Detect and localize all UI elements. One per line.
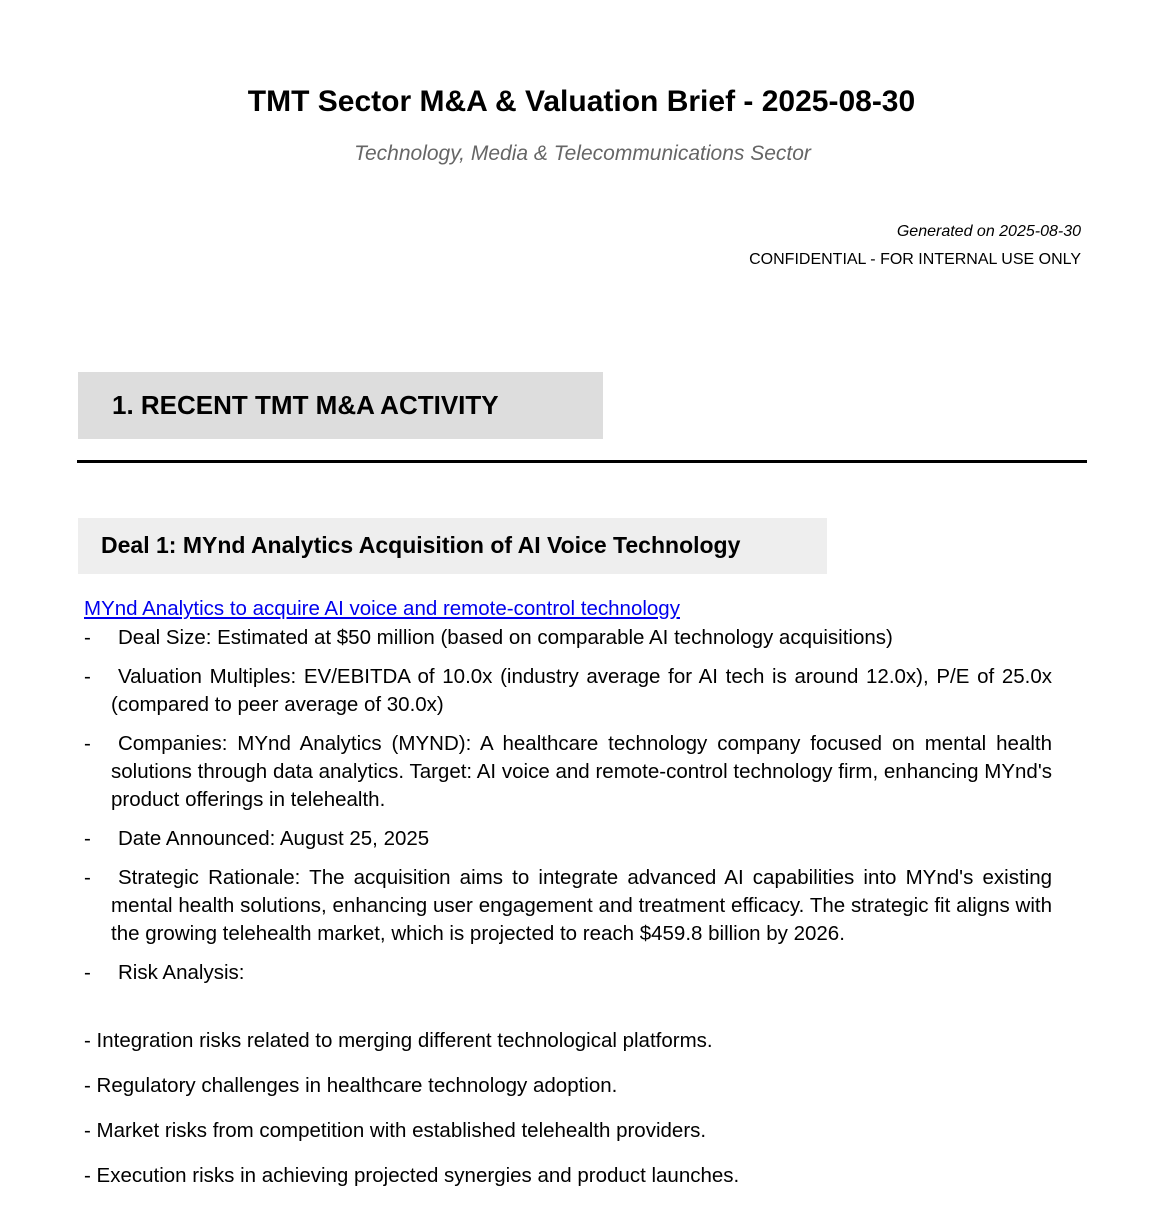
page-title: TMT Sector M&A & Valuation Brief - 2025-08-30 — [247, 85, 916, 118]
list-item-text: Risk Analysis: — [118, 961, 245, 984]
deal-details-list — [84, 624, 1052, 998]
date-announced-item — [84, 825, 1052, 853]
list-item-text: Date Announced: August 25, 2025 — [118, 827, 430, 850]
deal-title: Deal 1: MYnd Analytics Acquisition of AI Voice Technology — [101, 532, 741, 558]
bullet-marker: - — [84, 665, 91, 688]
section-header — [78, 372, 603, 439]
list-item-text: Deal Size: Estimated at $50 million (based on comparable AI technology acquisitions) — [118, 626, 893, 649]
valuation-multiples-item — [84, 663, 1052, 719]
list-item-text: Strategic Rationale: The acquisition aims to integrate advanced AI capabilities into MYnd's existing mental health solutions, enhancing user engagement and treatment efficacy. The strategic fit aligns with the growing telehealth market, which is projected to reach $459.8 billion by 2026. — [111, 866, 1052, 945]
risk-item: - Regulatory challenges in healthcare technology adoption. — [84, 1074, 618, 1097]
document-meta — [749, 218, 1081, 274]
bullet-marker: - — [84, 827, 91, 850]
risk-item: - Execution risks in achieving projected synergies and product launches. — [84, 1164, 740, 1187]
bullet-marker: - — [84, 626, 91, 649]
risk-list — [84, 1027, 739, 1207]
risk-item: - Market risks from competition with established telehealth providers. — [84, 1119, 707, 1142]
strategic-rationale-item — [84, 864, 1052, 948]
companies-item — [84, 730, 1052, 814]
risk-analysis-item — [84, 959, 1052, 987]
deal-source-link[interactable]: MYnd Analytics to acquire AI voice and remote-control technology — [84, 597, 680, 620]
generated-date: Generated on 2025-08-30 — [896, 223, 1081, 240]
risk-item: - Integration risks related to merging different technological platforms. — [84, 1029, 713, 1052]
bullet-marker: - — [84, 866, 91, 889]
section-divider — [77, 460, 1087, 463]
page-subtitle: Technology, Media & Telecommunications Sector — [354, 142, 811, 165]
list-item-text: Companies: MYnd Analytics (MYND): A healthcare technology company focused on mental health solutions through data analytics. Target: AI voice and remote-control technology firm, enhancing MYnd's product offerings in telehealth. — [111, 732, 1052, 811]
deal-size-item — [84, 624, 1052, 652]
confidentiality-notice: CONFIDENTIAL - FOR INTERNAL USE ONLY — [749, 251, 1081, 268]
bullet-marker: - — [84, 732, 91, 755]
list-item-text: Valuation Multiples: EV/EBITDA of 10.0x (industry average for AI tech is around 12.0x), P/E of 25.0x (compared to peer average of 30.0x) — [111, 665, 1052, 716]
bullet-marker: - — [84, 961, 91, 984]
section-title: 1. RECENT TMT M&A ACTIVITY — [112, 390, 499, 420]
deal-header — [78, 518, 827, 574]
